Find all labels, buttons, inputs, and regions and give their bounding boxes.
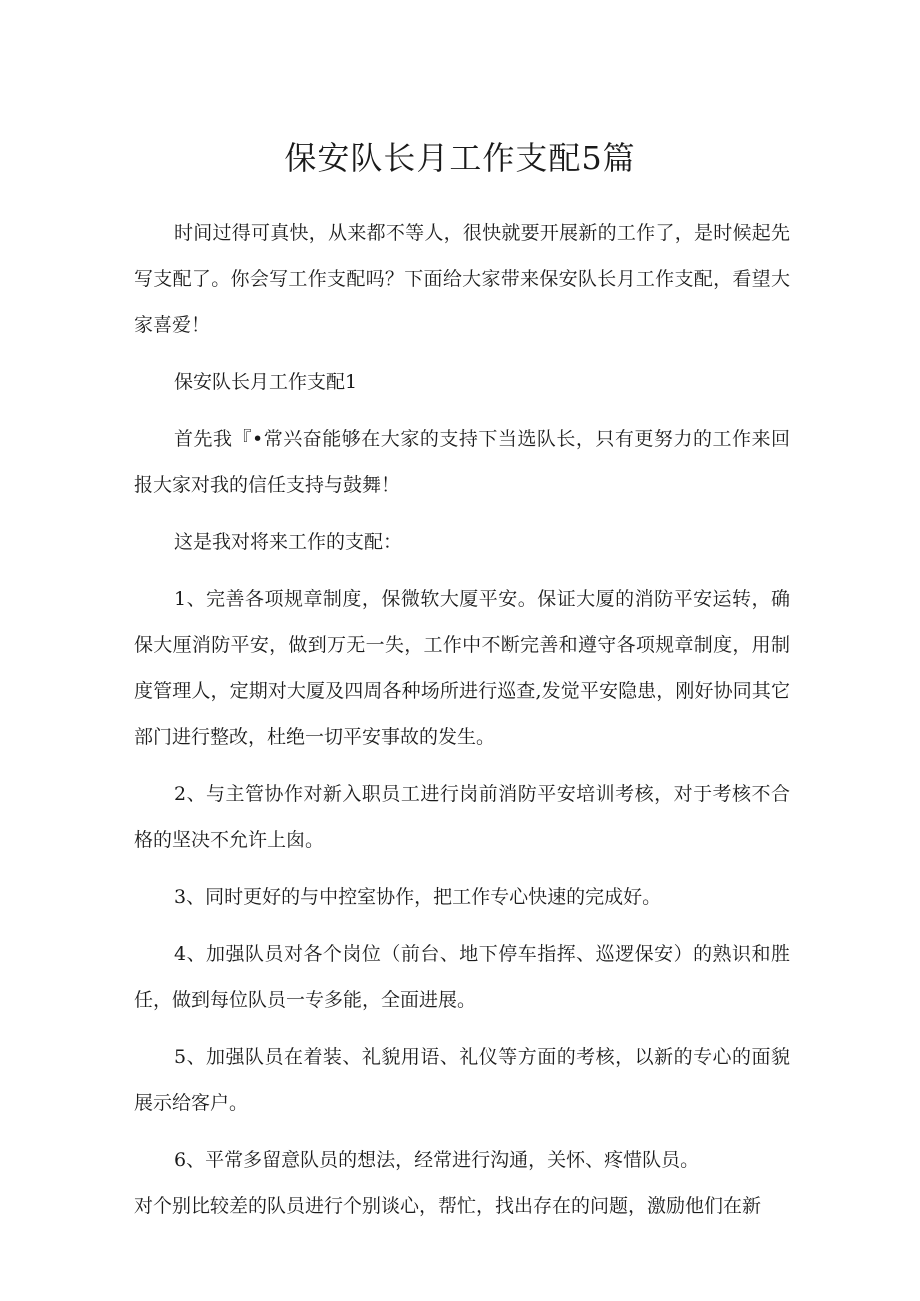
list-item-4: 4、加强队员对各个岗位（前台、地下停车指挥、巡逻保安）的熟识和胜任，做到每位队员一专多能，全面进展。 xyxy=(134,943,790,1011)
paragraph: 这是我对将来工作的支配： xyxy=(174,531,403,553)
document-title: 保安队长月工作支配5篇 xyxy=(284,139,636,177)
list-item-1: 1、完善各项规章制度，保微软大厦平安。保证大厦的消防平安运转，确保大厘消防平安，做到万无一失，工作中不断完善和遵守各项规章制度，用制度管理人，定期对大厦及四周各种场所进行巡查,发觉平安隐患，刚好协同其它部门进行整改，杜绝一切平安事故的发生。 xyxy=(134,588,790,748)
document-body xyxy=(134,210,790,1240)
list-item-2: 2、与主管协作对新入职员工进行岗前消防平安培训考核，对于考核不合格的坚决不允许上囱。 xyxy=(134,783,790,851)
intro-paragraph: 时间过得可真快，从来都不等人，很快就要开展新的工作了，是时候起先写支配了。你会写工作支配吗？下面给大家带来保安队长月工作支配，看望大家喜爱！ xyxy=(134,222,790,336)
list-item-6: 6、平常多留意队员的想法，经常进行沟通，关怀、疼惜队员。 xyxy=(174,1149,700,1171)
section-heading: 保安队长月工作支配1 xyxy=(174,371,358,393)
list-item-5: 5、加强队员在着装、礼貌用语、礼仪等方面的考核，以新的专心的面貌展示给客户。 xyxy=(134,1046,790,1114)
list-item-3: 3、同时更好的与中控室协作，把工作专心快速的完成好。 xyxy=(174,886,662,908)
paragraph: 首先我『•常兴奋能够在大家的支持下当选队长，只有更努力的工作来回报大家对我的信任支持与鼓舞！ xyxy=(134,428,790,496)
paragraph-continued: 对个别比较差的队员进行个别谈心，帮忙，找出存在的问题，激励他们在新 xyxy=(134,1195,762,1217)
